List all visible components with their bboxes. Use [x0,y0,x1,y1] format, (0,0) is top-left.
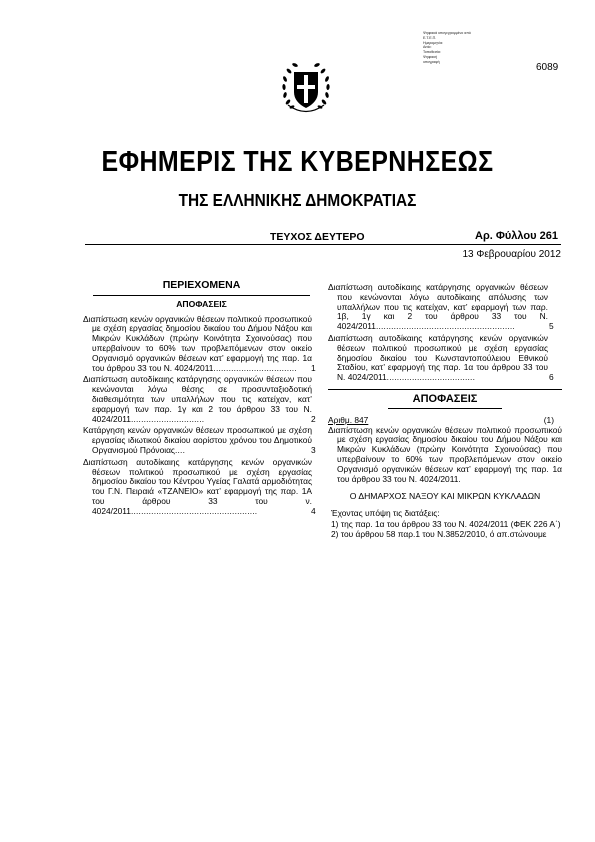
page-number: 6089 [536,62,559,73]
stamp-line: υπογραφή [423,59,440,64]
stamp-line: Ε.Τ.Ε.Π. [423,35,437,40]
toc-leader-dots: ................................... [386,372,476,383]
greek-coat-of-arms-icon [280,58,332,116]
legal-provision: 1) της παρ. 1α του άρθρου 33 του Ν. 4024/2011 (ΦΕΚ 226 Α΄) [331,519,561,529]
stamp-line: Ημερομηνία: [423,40,444,45]
sheet-number-line [475,230,558,242]
section-divider [328,389,562,390]
issue-date: 13 Φεβρουαρίου 2012 [462,249,561,260]
right-column [328,283,562,540]
stamp-line: Αιτία: [423,45,432,50]
sheet-label: Αρ. Φύλλου [475,230,540,242]
toc-item-text: Διαπίστωση αυτοδίκαιης κατάργησης οργανικών θέσεων που κενώνονται λόγω θέσης σε προσυνταξιοδοτική διαθεσιμότητα των υπαλλήλων που τις κατείχαν, κατ’ εφαρμογή των παρ. 1γ και 2 του άρθρου 33 του Ν. 4024/2011 [83,374,312,424]
toc-leader-dots: ................................. [213,362,297,373]
having-regard-text: Έχοντας υπόψη τις διατάξεις: [331,508,440,519]
decision-number: Αριθμ. 847 [328,414,369,425]
toc-item[interactable]: Διαπίστωση αυτοδίκαιης κατάργησης κενών οργανικών θέσεων πολιτικού προσωπικού με σχέση εργασίας δημοσίου δικαίου του Κωνσταντοπούλειου Εθνικού Σταδίου, κατ’ εφαρμογή της παρ. 1α του άρθρου 33 του Ν. 4024/2011................................... 6 [328,332,554,383]
decision-index: (1) [543,414,554,425]
toc-item[interactable]: Διαπίστωση κενών οργανικών θέσεων πολιτικού προσωπικού με σχέση εργασίας δημοσίου δικαίου του Δήμου Νάξου και Μικρών Κυκλάδων (πρώην Κοινότητα Σχοινούσας) που υπερβαίνουν το 60% των προβλεπόμενων στον οικείο Οργανισμό οργανικών θέσεων κατ’ εφαρμογή της παρ. 1α του άρθρου 33 του Ν. 4024/2011................................. 1 [83,313,316,373]
decisions-title: ΑΠΟΦΑΣΕΙΣ [412,392,478,405]
contents-column [83,281,320,519]
toc-item-text: Διαπίστωση κενών οργανικών θέσεων πολιτικού προσωπικού με σχέση εργασίας δημοσίου δικαίου του Δήμου Νάξου και Μικρών Κυκλάδων (πρώην Κοινότητα Σχοινούσας) που υπερβαίνουν το 60% των προβλεπόμενων στον οικείο Οργανισμό οργανικών θέσεων κατ’ εφαρμογή της παρ. 1α του άρθρου 33 του Ν. 4024/2011 [83,313,312,373]
sheet-number: 261 [539,230,558,242]
toc-leader-dots: ............................. [130,413,205,424]
toc-item[interactable]: Κατάργηση κενών οργανικών θέσεων προσωπικού με σχέση εργασίας ιδιωτικού δικαίου αορίστου χρόνου του Δημοτικού Οργανισμού Πρόνοιας.... 3 [83,425,316,455]
toc-leader-dots: ....................................................... [375,321,515,332]
decision-header [328,416,562,426]
toc-leader-dots: .................................................. [130,505,258,516]
stamp-line: Ψηφιακή [423,54,438,59]
toc-item[interactable]: Διαπίστωση αυτοδίκαιης κατάργησης οργανικών θέσεων που κενώνονται λόγω αυτοδίκαιης απόλυσης των υπαλλήλων που τις κατείχαν, κατ’ εφαρμογή των παρ. 1β, 1γ και 2 του άρθρου 33 του Ν. 4024/2011....................................................... 5 [328,282,554,332]
contents-title: ΠΕΡΙΕΧΟΜΕΝΑ [162,279,241,291]
toc-item-text: Διαπίστωση αυτοδίκαιης κατάργησης κενών οργανικών θέσεων πολιτικού προσωπικού με σχέση εργασίας δημοσίου δικαίου του Κωνσταντοπούλειου Εθνικού Σταδίου, κατ’ εφαρμογή της παρ. 1α του άρθρου 33 του Ν. 4024/2011 [328,332,548,383]
legal-provision: 2) του άρθρου 58 παρ.1 του Ν.3852/2010, ό απ.στώνουμε [331,529,547,539]
toc-item-text: Κατάργηση κενών οργανικών θέσεων προσωπικού με σχέση εργασίας ιδιωτικού δικαίου αορίστου χρόνου του Δημοτικού Οργανισμού Πρόνοιας [83,425,312,455]
gazette-subtitle: ΤΗΣ ΕΛΛΗΝΙΚΗΣ ΔΗΜΟΚΡΑΤΙΑΣ [178,190,417,210]
stamp-line: Ψηφιακά υπογεγραμμένο από [423,31,471,35]
toc-item[interactable]: Διαπίστωση αυτοδίκαιης κατάργησης οργανικών θέσεων που κενώνονται λόγω θέσης σε προσυνταξιοδοτική διαθεσιμότητα των υπαλλήλων που τις κατείχαν, κατ’ εφαρμογή των παρ. 1γ και 2 του άρθρου 33 του Ν. 4024/2011............................. 2 [83,374,316,424]
toc-leader-dots: .... [174,444,186,455]
issue-series: ΤΕΥΧΟΣ ΔΕΥΤΕΡΟ [270,231,365,243]
stamp-line: Τοποθεσία: [423,50,441,55]
gazette-title: ΕΦΗΜΕΡΙΣ ΤΗΣ ΚΥΒΕΡΝΗΣΕΩΣ [101,146,494,178]
contents-rule [93,295,310,296]
decisions-title-rule [388,408,502,409]
toc-item-text: Διαπίστωση αυτοδίκαιης κατάργησης κενών οργανικών θέσεων πολιτικού προσωπικού με σχέση εργασίας δημοσίου δικαίου του Κέντρου Υγείας Γαλατά αρμοδιότητας του Γ.Ν. Πειραιά «ΤΖΑΝΕΙΟ» κατ’ εφαρμογή της παρ. 1Α του άρθρου 33 του ν. 4024/2011 [83,456,312,516]
digital-signature-stamp [423,31,483,65]
header-rule [85,244,561,245]
contents-decisions-subtitle: ΑΠΟΦΑΣΕΙΣ [176,298,227,309]
toc-item[interactable]: Διαπίστωση αυτοδίκαιης κατάργησης κενών οργανικών θέσεων πολιτικού προσωπικού με σχέση εργασίας δημοσίου δικαίου του Κέντρου Υγείας Γαλατά αρμοδιότητας του Γ.Ν. Πειραιά «ΤΖΑΝΕΙΟ» κατ’ εφαρμογή της παρ. 1Α του άρθρου 33 του ν. 4024/2011.................................................. 4 [83,456,316,516]
toc-item-text: Διαπίστωση αυτοδίκαιης κατάργησης οργανικών θέσεων που κενώνονται λόγω αυτοδίκαιης απόλυσης των υπαλλήλων που τις κατείχαν, κατ’ εφαρμογή των παρ. 1β, 1γ και 2 του άρθρου 33 του Ν. 4024/2011 [328,282,548,332]
decision-issuer: Ο ΔΗΜΑΡΧΟΣ ΝΑΞΟΥ ΚΑΙ ΜΙΚΡΩΝ ΚΥΚΛΑΔΩΝ [349,491,541,502]
decision-title: Διαπίστωση κενών οργανικών θέσεων πολιτικού προσωπικού με σχέση εργασίας δημοσίου δικαίου του Δήμου Νάξου και Μικρών Κυκλάδων (πρώην Κοινότητα Σχοινούσας) που υπερβαίνουν το 60% των προβλεπόμενων στον οικείο Οργανισμό οργανικών θέσεων κατ’ εφαρμογή της παρ. 1α του άρθρου 33 του Ν. 4024/2011. [328,424,562,484]
